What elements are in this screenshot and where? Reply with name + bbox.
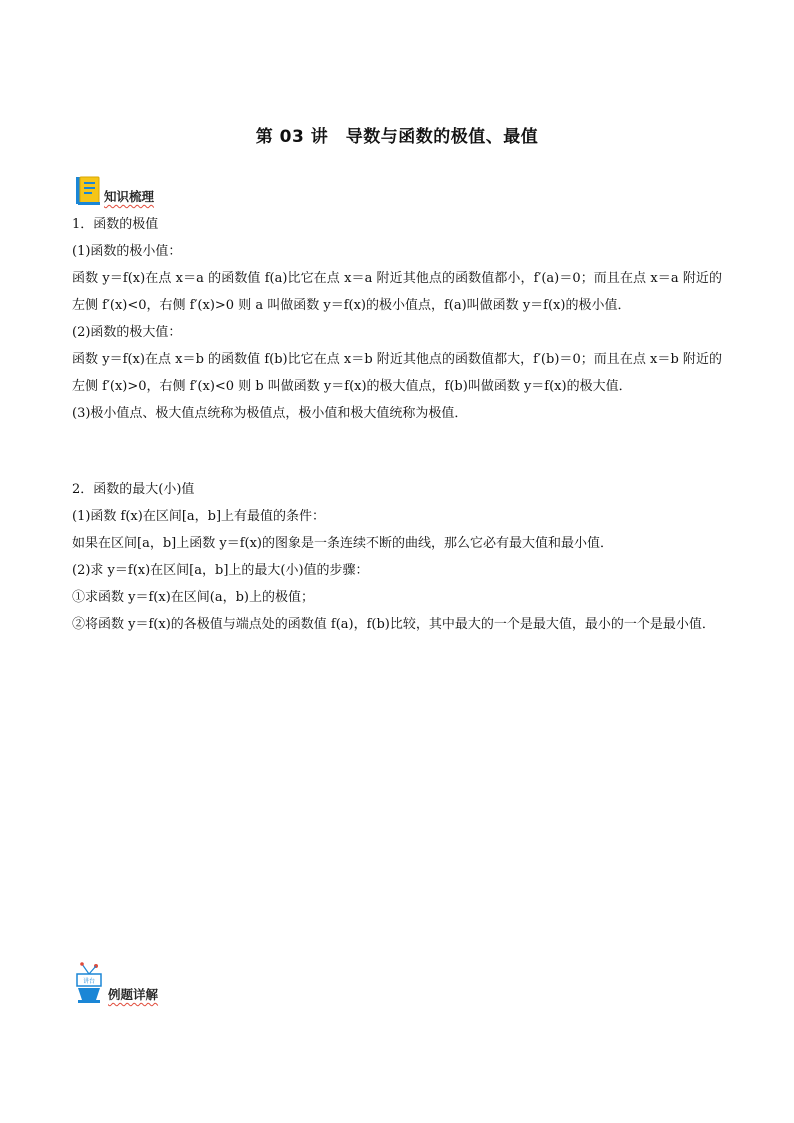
minimum-body: 函数 y＝f(x)在点 x＝a 的函数值 f(a)比它在点 x＝a 附近其他点的函数值都小，f′(a)＝0；而且在点 x＝a 附近的左侧 f′(x)<0，右侧 f′(x)>0 则 a 叫做函数 y＝f(x)的极小值点，f(a)叫做函数 y＝f(x)的极小值．: [72, 271, 722, 313]
section-label-knowledge: 知识梳理: [104, 189, 155, 204]
maximum-heading: (2)函数的极大值：: [72, 325, 182, 340]
notebook-icon: [74, 176, 102, 206]
section-1-heading: 1．函数的极值: [72, 217, 159, 232]
minimum-heading: (1)函数的极小值：: [72, 244, 182, 259]
section-header-examples: [74, 962, 158, 1004]
maximum-body: 函数 y＝f(x)在点 x＝b 的函数值 f(b)比它在点 x＝b 附近其他点的函数值都大，f′(b)＝0；而且在点 x＝b 附近的左侧 f′(x)>0，右侧 f′(x)<0 则 b 叫做函数 y＝f(x)的极大值点，f(b)叫做函数 y＝f(x)的极大值．: [72, 352, 722, 394]
section-label-examples: 例题详解: [108, 987, 159, 1002]
steps-heading: (2)求 y＝f(x)在区间[a，b]上的最大(小)值的步骤：: [72, 563, 369, 578]
step-1: ①求函数 y＝f(x)在区间(a，b)上的极值；: [72, 590, 314, 605]
condition-heading: (1)函数 f(x)在区间[a，b]上有最值的条件：: [72, 509, 326, 524]
section-2-heading: 2．函数的最大(小)值: [72, 482, 195, 497]
podium-icon: [74, 962, 104, 1004]
condition-body: 如果在区间[a，b]上函数 y＝f(x)的图象是一条连续不断的曲线，那么它必有最大值和最小值．: [72, 536, 613, 551]
section-header-knowledge: [74, 176, 154, 206]
extremum-note: (3)极小值点、极大值点统称为极值点，极小值和极大值统称为极值．: [72, 406, 468, 421]
step-2: ②将函数 y＝f(x)的各极值与端点处的函数值 f(a)，f(b)比较，其中最大的一个是最大值，最小的一个是最小值．: [72, 617, 715, 632]
podium-icon-text: 讲台: [82, 978, 96, 985]
page-title: 第 03 讲 导数与函数的极值、最值: [255, 127, 539, 147]
